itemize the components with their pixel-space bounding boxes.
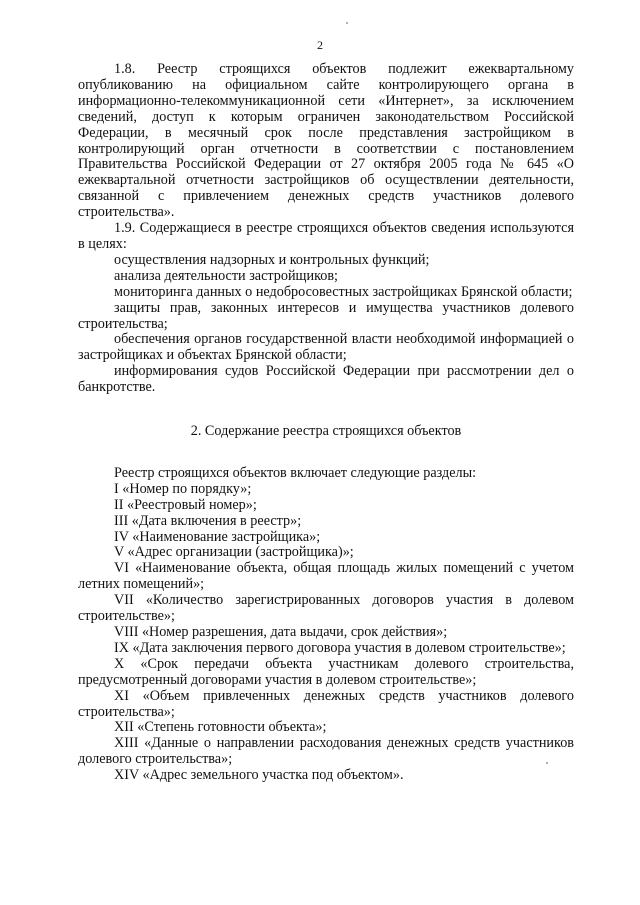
purposes-list	[78, 253, 574, 396]
sections-list	[78, 466, 574, 784]
list-item: V «Адрес организации (застройщика)»;	[114, 544, 354, 561]
section-title: 2. Содержание реестра строящихся объектов	[190, 423, 462, 440]
list-item: X «Срок передачи объекта участникам долевого строительства, предусмотренный договорами участия в долевом строительстве»;	[78, 655, 574, 688]
document-body	[78, 62, 574, 784]
list-item: осуществления надзорных и контрольных функций;	[114, 251, 430, 268]
page-number: 2	[317, 38, 323, 52]
list-item: обеспечения органов государственной власти необходимой информацией о застройщиках и объектах Брянской области;	[78, 331, 574, 364]
list-item: мониторинга данных о недобросовестных застройщиках Брянской области;	[114, 283, 573, 300]
list-item: II «Реестровый номер»;	[114, 496, 257, 513]
list-item: VI «Наименование объекта, общая площадь жилых помещений с учетом летних помещений»;	[78, 560, 574, 593]
list-intro: Реестр строящихся объектов включает следующие разделы:	[114, 464, 477, 481]
list-item: XIV «Адрес земельного участка под объектом».	[114, 767, 404, 784]
list-item: IV «Наименование застройщика»;	[114, 528, 321, 545]
list-item: III «Дата включения в реестр»;	[114, 512, 302, 529]
paragraph-1-9: 1.9. Содержащиеся в реестре строящихся объектов сведения используются в целях:	[78, 220, 574, 252]
list-item: XI «Объем привлеченных денежных средств участников долевого строительства»;	[78, 687, 574, 720]
list-item: XII «Степень готовности объекта»;	[114, 719, 327, 736]
scan-speck	[346, 22, 348, 24]
list-item: VII «Количество зарегистрированных договоров участия в долевом строительстве»;	[78, 592, 574, 625]
list-item: VIII «Номер разрешения, дата выдачи, срок действия»;	[114, 624, 448, 640]
list-item: IX «Дата заключения первого договора участия в долевом строительстве»;	[114, 639, 566, 656]
paragraph-1-8: 1.8. Реестр строящихся объектов подлежит ежеквартальному опубликованию на официальном сайте контролирующего органа в информационно-телекоммуникационной сети «Интернет», за исключением сведений, доступ к которым ограничен законодательством Российской Федерации, в месячный срок после представления застройщиком в контролирующий орган отчетности в соответствии с постановлением Правительства Российской Федерации от 27 октября 2005 года № 645 «О ежеквартальной отчетности застройщиков об осуществлении деятельности, связанной с привлечением денежных средств участников долевого строительства».	[78, 61, 574, 221]
list-item: I «Номер по порядку»;	[114, 480, 252, 497]
list-item: анализа деятельности застройщиков;	[114, 267, 338, 284]
list-item: защиты прав, законных интересов и имущества участников долевого строительства;	[78, 299, 574, 332]
list-item: информирования судов Российской Федерации при рассмотрении дел о банкротстве.	[78, 363, 574, 396]
list-item: XIII «Данные о направлении расходования денежных средств участников долевого строительства»;	[78, 735, 574, 768]
scan-speck	[546, 762, 548, 764]
